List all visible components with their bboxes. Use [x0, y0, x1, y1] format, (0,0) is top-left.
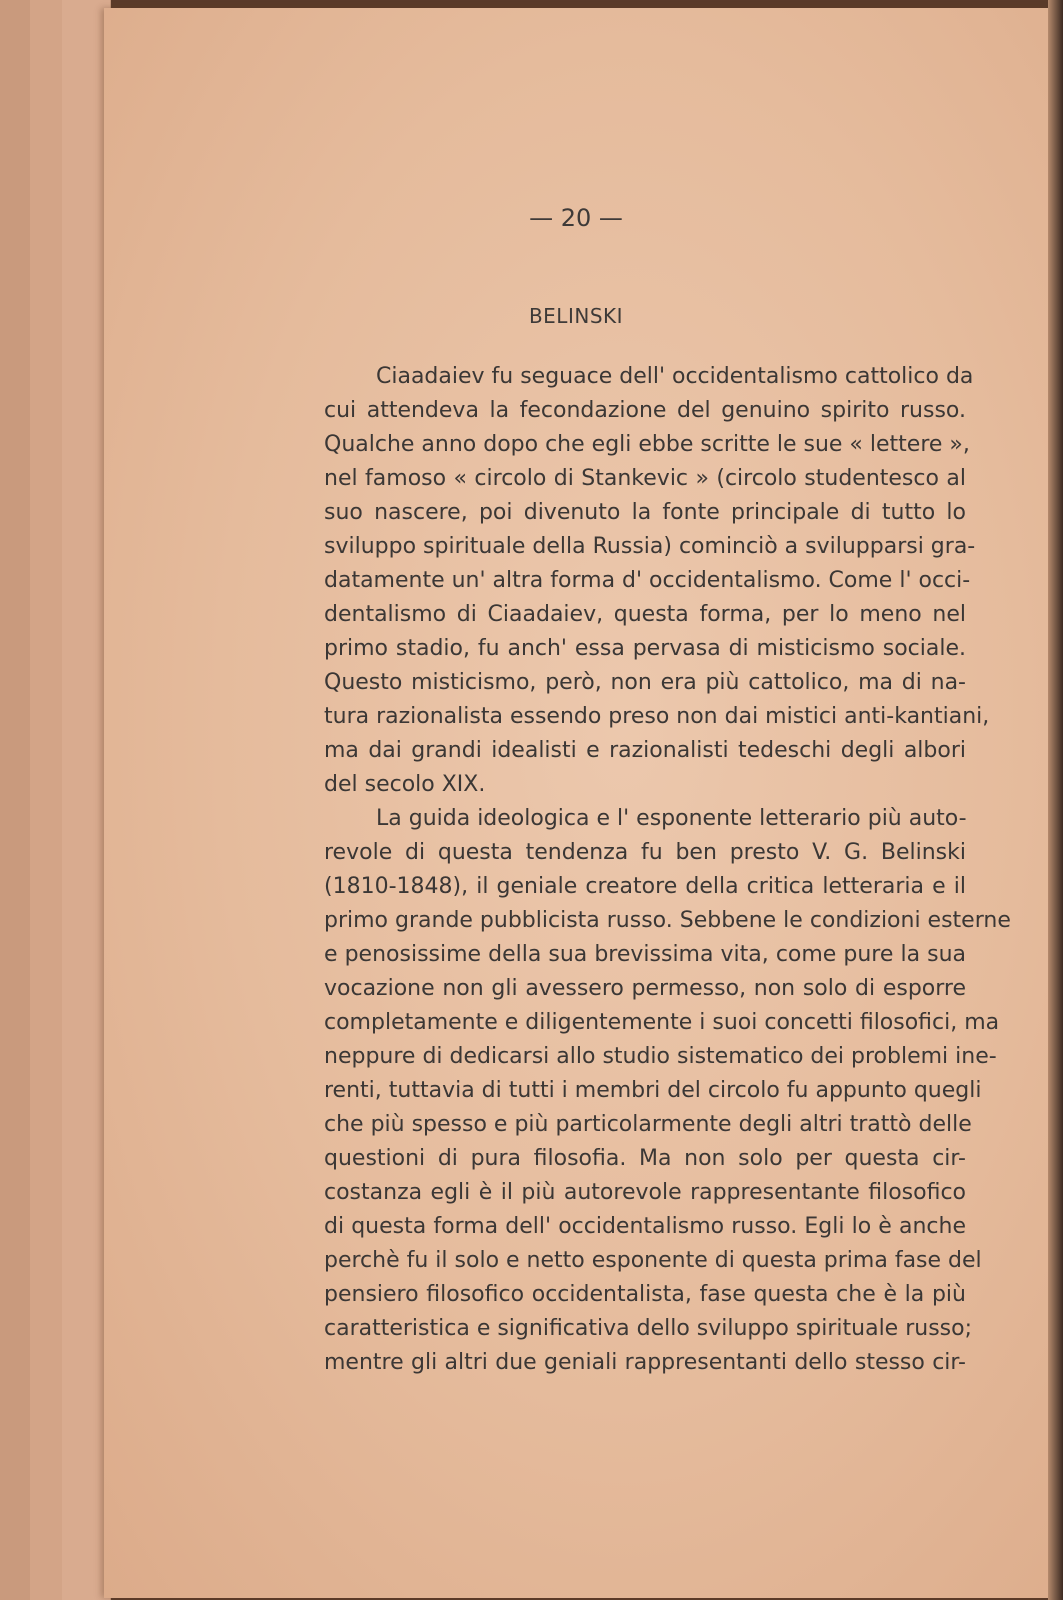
text-line: ma dai grandi idealisti e razionalisti tedeschi degli albori — [324, 738, 966, 763]
text-line: perchè fu il solo e netto esponente di questa prima fase del — [324, 1248, 982, 1273]
text-line: costanza egli è il più autorevole rappresentante filosofico — [324, 1180, 966, 1205]
text-line: La guida ideologica e l' esponente letterario più auto- — [376, 806, 967, 831]
chapter-heading: BELINSKI — [528, 304, 624, 328]
text-line: di questa forma dell' occidentalismo russo. Egli lo è anche — [324, 1214, 966, 1239]
text-line: Questo misticismo, però, non era più cattolico, ma di na- — [324, 670, 966, 695]
chapter-heading-wrap — [240, 304, 1063, 328]
text-line: questioni di pura filosofia. Ma non solo per questa cir- — [324, 1146, 966, 1171]
body-text — [324, 360, 1011, 1380]
text-line: datamente un' altra forma d' occidentalismo. Come l' occi- — [324, 568, 971, 593]
book-cover-edge — [1048, 0, 1063, 1600]
text-line: Qualche anno dopo che egli ebbe scritte le sue « lettere », — [324, 432, 970, 457]
text-line: suo nascere, poi divenuto la fonte principale di tutto lo — [324, 500, 966, 525]
text-line: mentre gli altri due geniali rappresentanti dello stesso cir- — [324, 1350, 966, 1375]
text-line: pensiero filosofico occidentalista, fase questa che è la più — [324, 1282, 966, 1307]
text-line: sviluppo spirituale della Russia) cominciò a svilupparsi gra- — [324, 534, 976, 559]
text-line: nel famoso « circolo di Stankevic » (circolo studentesco al — [324, 466, 966, 491]
text-line: che più spesso e più particolarmente degli altri trattò delle — [324, 1112, 972, 1137]
text-line: neppure di dedicarsi allo studio sistematico dei problemi ine- — [324, 1044, 997, 1069]
text-line: caratteristica e significativa dello sviluppo spirituale russo; — [324, 1316, 972, 1341]
page-number: — 20 — — [529, 204, 623, 232]
text-line: tura razionalista essendo preso non dai mistici anti-kantiani, — [324, 704, 990, 729]
text-line: renti, tuttavia di tutti i membri del circolo fu appunto quegli — [324, 1078, 982, 1103]
text-line: (1810-1848), il geniale creatore della critica letteraria e il — [324, 874, 966, 899]
text-line: revole di questa tendenza fu ben presto V. G. Belinski — [324, 840, 966, 865]
text-line: dentalismo di Ciaadaiev, questa forma, per lo meno nel — [324, 602, 966, 627]
text-line: completamente e diligentemente i suoi concetti filosofici, ma — [324, 1010, 1000, 1035]
text-line: cui attendeva la fecondazione del genuino spirito russo. — [324, 398, 966, 423]
text-line: Ciaadaiev fu seguace dell' occidentalismo cattolico da — [376, 364, 974, 389]
text-line: e penosissime della sua brevissima vita, come pure la sua — [324, 942, 966, 967]
text-line: primo stadio, fu anch' essa pervasa di misticismo sociale. — [324, 636, 966, 661]
text-line: del secolo XIX. — [324, 772, 486, 797]
text-line: primo grande pubblicista russo. Sebbene le condizioni esterne — [324, 908, 1011, 933]
text-line: vocazione non gli avessero permesso, non solo di esporre — [324, 976, 966, 1001]
